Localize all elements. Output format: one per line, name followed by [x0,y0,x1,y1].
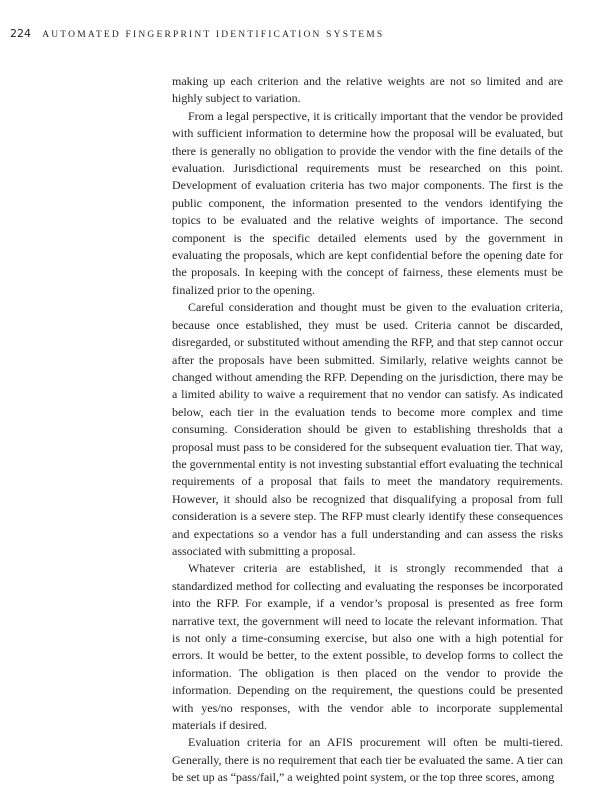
body-text [172,73,563,787]
paragraph-continued: making up each criterion and the relative weights are not so limited and are highly subject to variation. [172,74,563,106]
page-number: 224 [10,27,31,40]
paragraph-legal-perspective: From a legal perspective, it is critically important that the vendor be provided with sufficient information to determine how the proposal will be evaluated, but there is generally no obligation to provide the vendor with the fine details of the evaluation. Jurisdictional requirements must be researched on this point. Development of evaluation criteria has two major components. The first is the public component, the information presented to the vendors identifying the topics to be evaluated and the relative weights of importance. The second component is the specific detailed elements used by the government in evaluating the proposals, which are kept confidential before the opening date for the proposals. In keeping with the concept of fairness, these elements must be finalized prior to the opening. [172,108,563,297]
paragraph-evaluation-criteria: Evaluation criteria for an AFIS procurement will often be multi-tiered. Generally, there is no requirement that each tier be evaluated the same. A tier can be set up as “pass/fail,” a weighted point system, or the top three scores, among [172,735,563,785]
running-title: AUTOMATED FINGERPRINT IDENTIFICATION SYSTEMS [42,30,385,40]
paragraph-careful-consideration: Careful consideration and thought must be given to the evaluation criteria, because once established, they must be used. Criteria cannot be discarded, disregarded, or substituted without amending the RFP, and that step cannot occur after the proposals have been submitted. Similarly, relative weights cannot be changed without amending the RFP. Depending on the jurisdiction, there may be a limited ability to waive a requirement that no vendor can satisfy. As indicated below, each tier in the evaluation tends to become more complex and time consuming. Consideration should be given to establishing thresholds that a proposal must pass to be considered for the subsequent evaluation tier. That way, the governmental entity is not investing substantial effort evaluating the technical requirements of a proposal that fails to meet the mandatory requirements. However, it should also be recognized that disqualifying a proposal from full consideration is a severe step. The RFP must clearly identify these consequences and expectations so a vendor has a full understanding and can assess the risks associated with submitting a proposal. [172,300,564,558]
running-head [10,27,384,42]
paragraph-whatever-criteria: Whatever criteria are established, it is strongly recommended that a standardized method for collecting and evaluating the responses be incorporated into the RFP. For example, if a vendor’s proposal is presented as free form narrative text, the government will need to locate the relevant information. That is not only a time-consuming exercise, but also one with a high potential for errors. It would be better, to the extent possible, to develop forms to collect the information. The obligation is then placed on the vendor to provide the information. Depending on the requirement, the questions could be presented with yes/no responses, with the vendor able to incorporate supplemental materials if desired. [172,561,563,733]
